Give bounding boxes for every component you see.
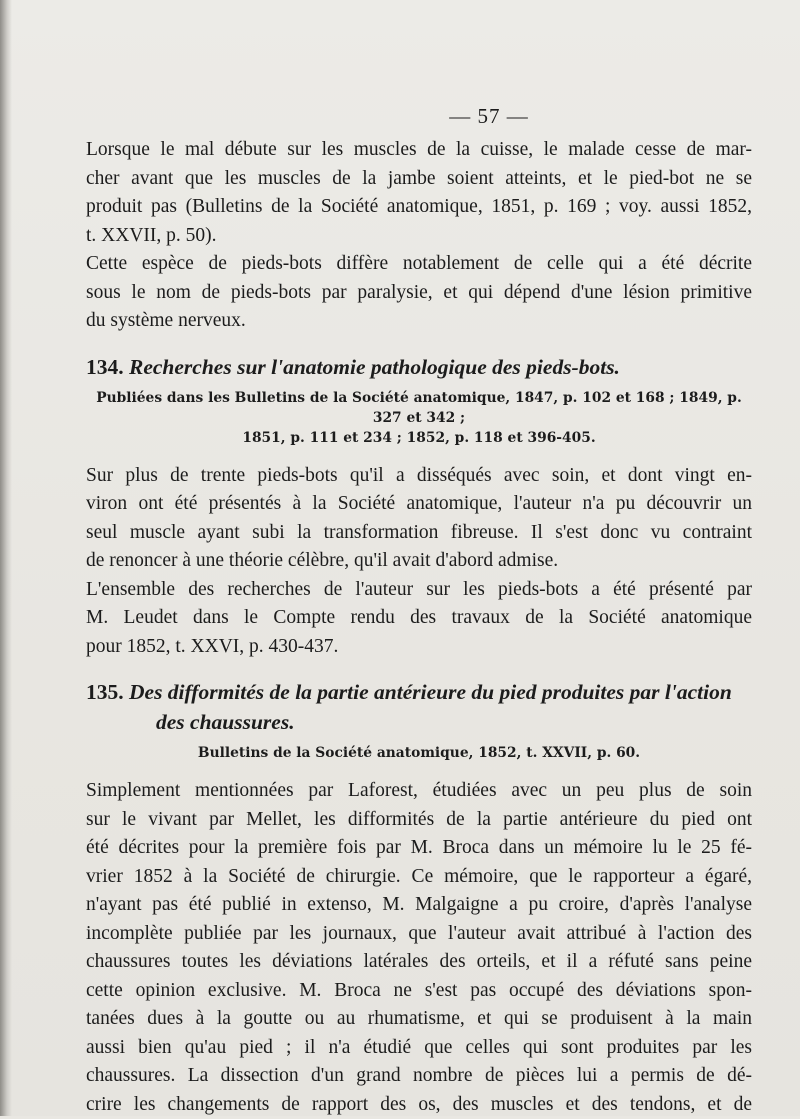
text-line: crire les changements de rapport des os, des muscles et des tendons, et de: [86, 1091, 752, 1119]
section-134-paragraph-2: [86, 576, 752, 662]
text-line: Lorsque le mal débute sur les muscles de la cuisse, le malade cesse de mar-: [86, 136, 752, 165]
text-line: Cette espèce de pieds-bots diffère notablement de celle qui a été décrite: [86, 250, 752, 279]
text-line: vrier 1852 à la Société de chirurgie. Ce mémoire, que le rapporteur a égaré,: [86, 863, 752, 892]
section-title: Des difformités de la partie antérieure du pied produites par l'action: [129, 680, 732, 704]
text-line: incomplète publiée par les journaux, que l'auteur avait attribué à l'action des: [86, 920, 752, 949]
text-line: cher avant que les muscles de la jambe soient atteints, et le pied-bot ne se: [86, 165, 752, 194]
text-line: du système nerveux.: [86, 307, 752, 336]
section-number: 134.: [86, 355, 124, 379]
section-number: 135.: [86, 680, 124, 704]
page-number: — 57 —: [226, 96, 752, 136]
text-line: été décrites pour la première fois par M. Broca dans un mémoire lu le 25 fé-: [86, 834, 752, 863]
section-135-citation: Bulletins de la Société anatomique, 1852, t. XXVII, p. 60.: [86, 743, 752, 763]
citation-line: Publiées dans les Bulletins de la Société anatomique, 1847, p. 102 et 168 ; 1849, p. 327 et 342 ;: [86, 388, 752, 428]
paragraph-paralysis: [86, 250, 752, 336]
text-line: produit pas (Bulletins de la Société anatomique, 1851, p. 169 ; voy. aussi 1852,: [86, 193, 752, 222]
page-gutter-shadow: [0, 0, 12, 1116]
section-title: Recherches sur l'anatomie pathologique des pieds-bots.: [129, 355, 620, 379]
text-line: de renoncer à une théorie célèbre, qu'il avait d'abord admise.: [86, 547, 752, 576]
text-line: M. Leudet dans le Compte rendu des travaux de la Société anatomique: [86, 604, 752, 633]
text-line: sur le vivant par Mellet, les difformités de la partie antérieure du pied ont: [86, 806, 752, 835]
text-line: L'ensemble des recherches de l'auteur sur les pieds-bots a été présenté par: [86, 576, 752, 605]
page-text: [86, 96, 752, 1119]
text-line: Simplement mentionnées par Laforest, étudiées avec un peu plus de soin: [86, 777, 752, 806]
text-line: viron ont été présentés à la Société anatomique, l'auteur n'a pu découvrir un: [86, 490, 752, 519]
text-line: tanées dues à la goutte ou au rhumatisme, et qui se produisent à la main: [86, 1005, 752, 1034]
text-line: chaussures toutes les déviations latérales des orteils, et il a réfuté sans peine: [86, 948, 752, 977]
text-line: chaussures. La dissection d'un grand nombre de pièces lui a permis de dé-: [86, 1062, 752, 1091]
section-134-paragraph-1: [86, 462, 752, 576]
text-line: pour 1852, t. XXVI, p. 430-437.: [86, 633, 752, 662]
section-135-paragraph: [86, 777, 752, 1119]
text-line: seul muscle ayant subi la transformation fibreuse. Il s'est donc vu contraint: [86, 519, 752, 548]
text-line: aussi bien qu'au pied ; il n'a étudié que celles qui sont produites par les: [86, 1034, 752, 1063]
section-135-heading-cont: [86, 707, 752, 737]
section-135-heading: [86, 677, 752, 707]
section-134-citation: [86, 388, 752, 448]
text-line: Sur plus de trente pieds-bots qu'il a disséqués avec soin, et dont vingt en-: [86, 462, 752, 491]
section-134-heading: [86, 352, 752, 382]
section-title-continued: des chaussures.: [156, 710, 295, 734]
paragraph-intro: [86, 136, 752, 250]
text-line: t. XXVII, p. 50).: [86, 222, 752, 251]
text-line: sous le nom de pieds-bots par paralysie, et qui dépend d'une lésion primitive: [86, 279, 752, 308]
text-line: n'ayant pas été publié in extenso, M. Malgaigne a pu croire, d'après l'analyse: [86, 891, 752, 920]
text-line: cette opinion exclusive. M. Broca ne s'est pas occupé des déviations spon-: [86, 977, 752, 1006]
citation-line: 1851, p. 111 et 234 ; 1852, p. 118 et 396-405.: [86, 428, 752, 448]
